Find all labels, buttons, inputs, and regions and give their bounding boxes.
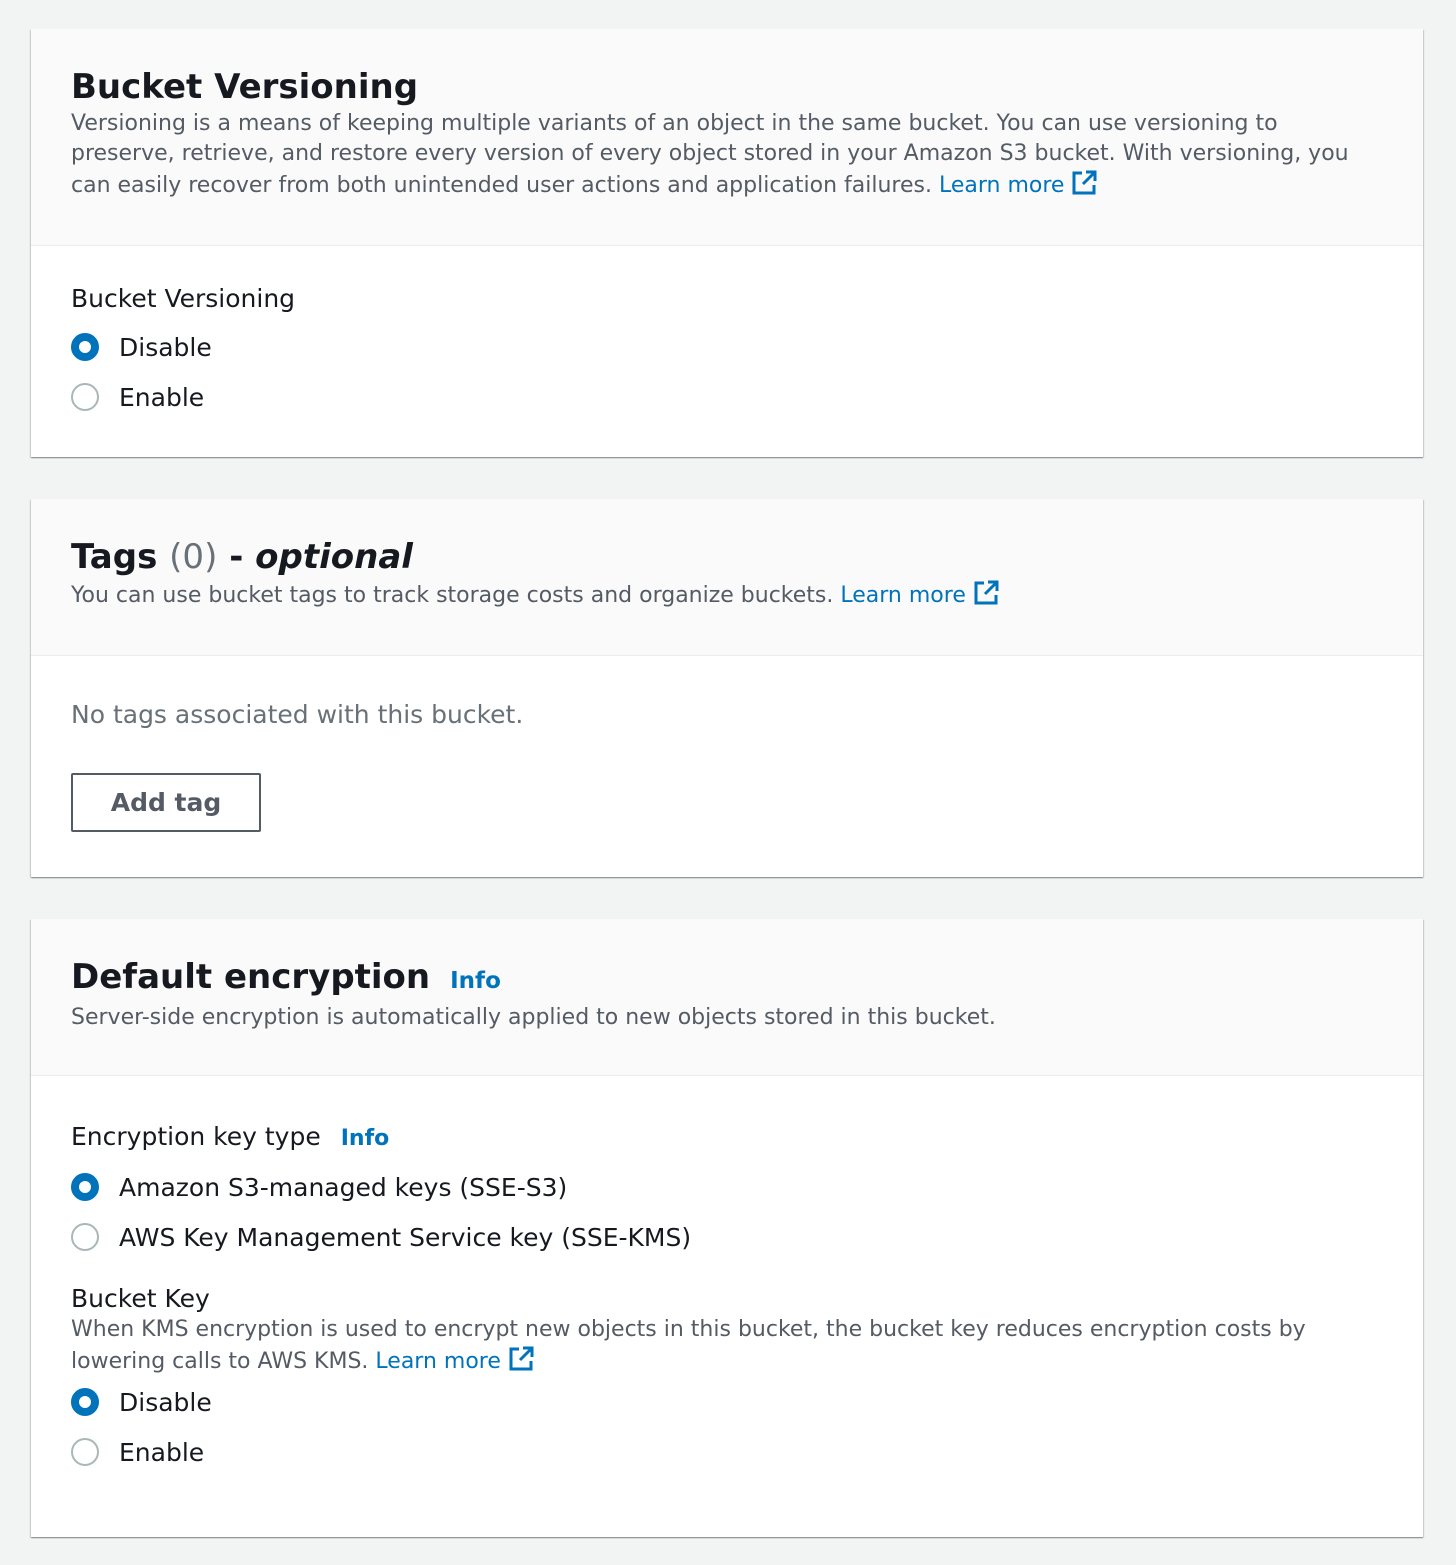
radio-sse-kms[interactable] (71, 1212, 1383, 1262)
external-link-icon (1070, 169, 1098, 197)
panel-header (31, 499, 1423, 656)
bucket-key-label: Bucket Key (71, 1284, 210, 1313)
radio-button[interactable] (71, 1438, 99, 1466)
panel-description (71, 109, 1383, 201)
description-text: When KMS encryption is used to encrypt new objects in this bucket, the bucket key reduces encryption costs by lowering calls to AWS KMS. (71, 1317, 1306, 1374)
panel-title (71, 955, 1383, 1003)
description-text: Versioning is a means of keeping multiple variants of an object in the same bucket. You can use versioning to preserve, retrieve, and restore every version of every object stored in your Amazon S3 bucket. With versioning, you can easily recover from both unintended user actions and application failures. (71, 111, 1349, 198)
tags-title: Tags (71, 537, 158, 577)
bucket-key-description (71, 1315, 1383, 1377)
encryption-key-type-label (71, 1121, 1383, 1155)
bucket-versioning-panel (31, 29, 1423, 457)
radio-label: AWS Key Management Service key (SSE-KMS) (119, 1222, 692, 1252)
tags-panel (31, 499, 1423, 877)
radio-label: Enable (119, 382, 205, 412)
radio-button[interactable] (71, 1223, 99, 1251)
description-text: You can use bucket tags to track storage costs and organize buckets. (71, 583, 834, 608)
radio-enable[interactable] (71, 372, 1383, 422)
field-label: Bucket Versioning (71, 284, 296, 313)
radio-button-selected[interactable] (71, 333, 99, 361)
info-link[interactable]: Info (450, 968, 501, 994)
title-separator: - (229, 537, 244, 577)
field-label-text: Encryption key type (71, 1122, 321, 1151)
encryption-title: Default encryption (71, 957, 431, 997)
radio-label: Amazon S3-managed keys (SSE-S3) (119, 1172, 568, 1202)
optional-label: optional (255, 537, 413, 577)
radio-button-selected[interactable] (71, 1388, 99, 1416)
info-link[interactable]: Info (340, 1126, 390, 1151)
learn-more-link[interactable] (840, 583, 999, 608)
radio-button-selected[interactable] (71, 1173, 99, 1201)
radio-disable[interactable] (71, 322, 1383, 372)
panel-body (31, 656, 1423, 832)
panel-title: Bucket Versioning (71, 67, 419, 107)
external-link-icon (507, 1345, 535, 1373)
radio-label: Disable (119, 332, 212, 362)
radio-label: Enable (119, 1437, 205, 1467)
tags-count: (0) (169, 537, 218, 577)
panel-header (31, 919, 1423, 1076)
radio-bucket-key-enable[interactable] (71, 1427, 1383, 1477)
radio-label: Disable (119, 1387, 212, 1417)
panel-body (31, 246, 1423, 422)
panel-title (71, 535, 1383, 579)
panel-header (31, 29, 1423, 246)
radio-button[interactable] (71, 383, 99, 411)
external-link-icon (972, 579, 1000, 607)
panel-description (71, 579, 1383, 611)
learn-more-link[interactable] (939, 173, 1098, 198)
panel-description: Server-side encryption is automatically applied to new objects stored in this bucket. (71, 1005, 996, 1030)
default-encryption-panel (31, 919, 1423, 1537)
empty-tags-text: No tags associated with this bucket. (71, 700, 524, 729)
learn-more-label: Learn more (375, 1349, 501, 1374)
learn-more-link[interactable] (375, 1349, 534, 1374)
radio-sse-s3[interactable] (71, 1162, 1383, 1212)
add-tag-button[interactable]: Add tag (71, 773, 261, 832)
radio-bucket-key-disable[interactable] (71, 1377, 1383, 1427)
learn-more-label: Learn more (840, 583, 966, 608)
learn-more-label: Learn more (939, 173, 1065, 198)
panel-body (31, 1076, 1423, 1477)
